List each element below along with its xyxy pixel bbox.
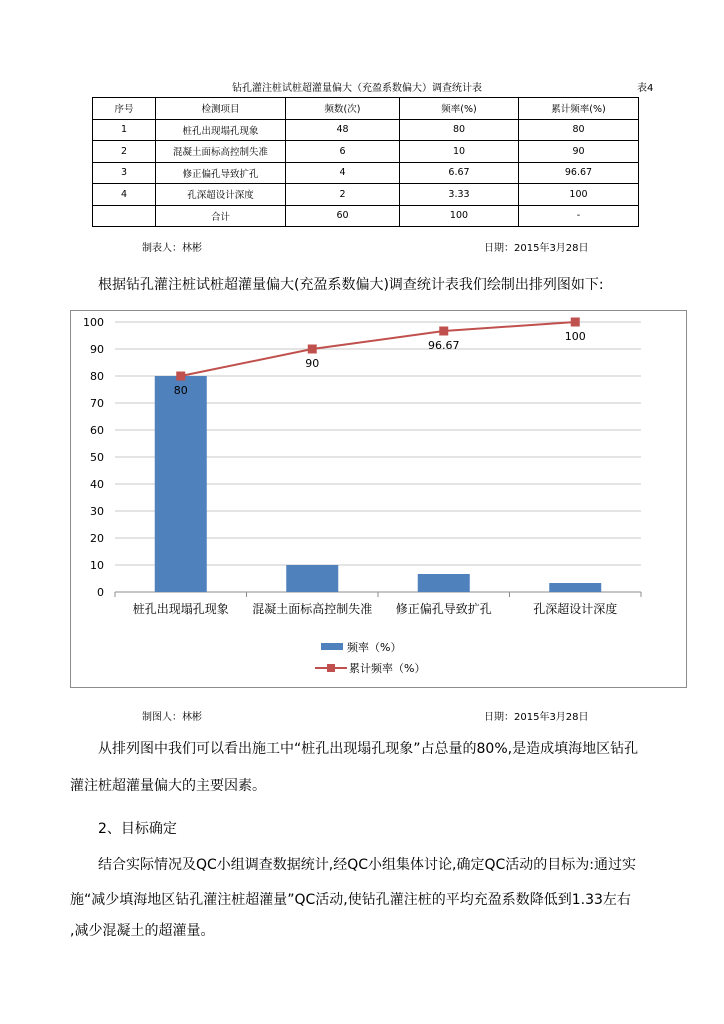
y-tick-label: 0 [97, 586, 104, 599]
y-tick-label: 90 [90, 343, 104, 356]
table-cell: 80 [519, 119, 639, 141]
table-row [93, 184, 639, 206]
bar [155, 376, 207, 592]
chart-maker: 制图人：林彬 [142, 712, 202, 723]
table-cell: 48 [286, 119, 400, 141]
header-cell: 序号 [93, 98, 156, 120]
table-cell: 混凝土面标高控制失准 [156, 141, 286, 163]
y-tick-label: 20 [90, 532, 104, 545]
table-cell: 桩孔出现塌孔现象 [156, 119, 286, 141]
line-marker [571, 318, 580, 327]
table-cell: 孔深超设计深度 [156, 184, 286, 206]
header-cell: 频数(次) [286, 98, 400, 120]
y-tick-label: 80 [90, 370, 104, 383]
table-cell: 3.33 [400, 184, 519, 206]
goal-line-2: 施“减少填海地区钻孔灌注桩超灌量”QC活动,使钻孔灌注桩的平均充盈系数降低到1.33左右 [70, 892, 631, 908]
bar [286, 565, 338, 592]
table-header-row [93, 98, 639, 120]
table-cell: 3 [93, 162, 156, 184]
line-marker [439, 326, 448, 335]
legend-label: 频率（%） [347, 641, 402, 654]
y-tick-label: 60 [90, 424, 104, 437]
table-cell: 100 [519, 184, 639, 206]
table-row [93, 119, 639, 141]
table-cell: 100 [400, 205, 519, 227]
y-tick-label: 40 [90, 478, 104, 491]
y-tick-label: 70 [90, 397, 104, 410]
data-label: 100 [564, 330, 586, 343]
table-title: 钻孔灌注桩试桩超灌量偏大（充盈系数偏大）调查统计表 [232, 83, 482, 94]
goal-line-1: 结合实际情况及QC小组调查数据统计,经QC小组集体讨论,确定QC活动的目标为:通过实 [98, 857, 636, 873]
table-cell: 4 [286, 162, 400, 184]
table-cell [93, 205, 156, 227]
table-cell: 2 [93, 141, 156, 163]
pareto-chart-frame [70, 310, 687, 688]
data-label: 90 [305, 357, 320, 370]
goal-line-3: ,减少混凝土的超灌量。 [70, 923, 215, 939]
conclusion-line-1: 从排列图中我们可以看出施工中“桩孔出现塌孔现象”占总量的80%,是造成填海地区钻孔 [98, 741, 639, 757]
data-label: 96.67 [428, 338, 460, 352]
bar [418, 574, 470, 592]
table-cell: 10 [400, 141, 519, 163]
table-cell: 2 [286, 184, 400, 206]
table-cell: 修正偏孔导致扩孔 [156, 162, 286, 184]
table-row [93, 141, 639, 163]
legend-bar-swatch [321, 643, 343, 650]
line-marker [176, 372, 185, 381]
conclusion-line-2: 灌注桩超灌量偏大的主要因素。 [70, 778, 266, 794]
section-title: 2、目标确定 [98, 821, 177, 837]
table-cell: 80 [400, 119, 519, 141]
table-cell: 合计 [156, 205, 286, 227]
header-cell: 频率(%) [400, 98, 519, 120]
table-cell: 90 [519, 141, 639, 163]
table-cell: 6.67 [400, 162, 519, 184]
header-cell: 检测项目 [156, 98, 286, 120]
x-tick-label: 混凝土面标高控制失准 [252, 602, 373, 616]
y-tick-label: 10 [90, 559, 104, 572]
header-cell: 累计频率(%) [519, 98, 639, 120]
legend-label: 累计频率（%） [349, 662, 426, 675]
chart-date: 日期：2015年3月28日 [484, 712, 589, 723]
x-tick-label: 桩孔出现塌孔现象 [132, 602, 229, 616]
bar [549, 583, 601, 592]
intro-paragraph: 根据钻孔灌注桩试桩超灌量偏大(充盈系数偏大)调查统计表我们绘制出排列图如下: [98, 277, 604, 293]
table-maker: 制表人：林彬 [142, 243, 202, 254]
legend-line-marker [327, 664, 335, 672]
table-cell: - [519, 205, 639, 227]
table-date: 日期：2015年3月28日 [484, 243, 589, 254]
table-cell: 60 [286, 205, 400, 227]
statistics-table [92, 97, 639, 227]
table-cell: 1 [93, 119, 156, 141]
y-tick-label: 100 [83, 316, 104, 329]
table-row [93, 162, 639, 184]
table-cell: 96.67 [519, 162, 639, 184]
table-cell: 4 [93, 184, 156, 206]
y-tick-label: 50 [90, 451, 104, 464]
x-tick-label: 修正偏孔导致扩孔 [395, 602, 492, 616]
table-cell: 6 [286, 141, 400, 163]
data-label: 80 [173, 384, 188, 397]
pareto-chart [71, 311, 686, 687]
table-total-row [93, 205, 639, 227]
line-marker [308, 345, 317, 354]
y-tick-label: 30 [90, 505, 104, 518]
table-number: 表4 [637, 83, 654, 94]
x-tick-label: 孔深超设计深度 [533, 602, 618, 616]
